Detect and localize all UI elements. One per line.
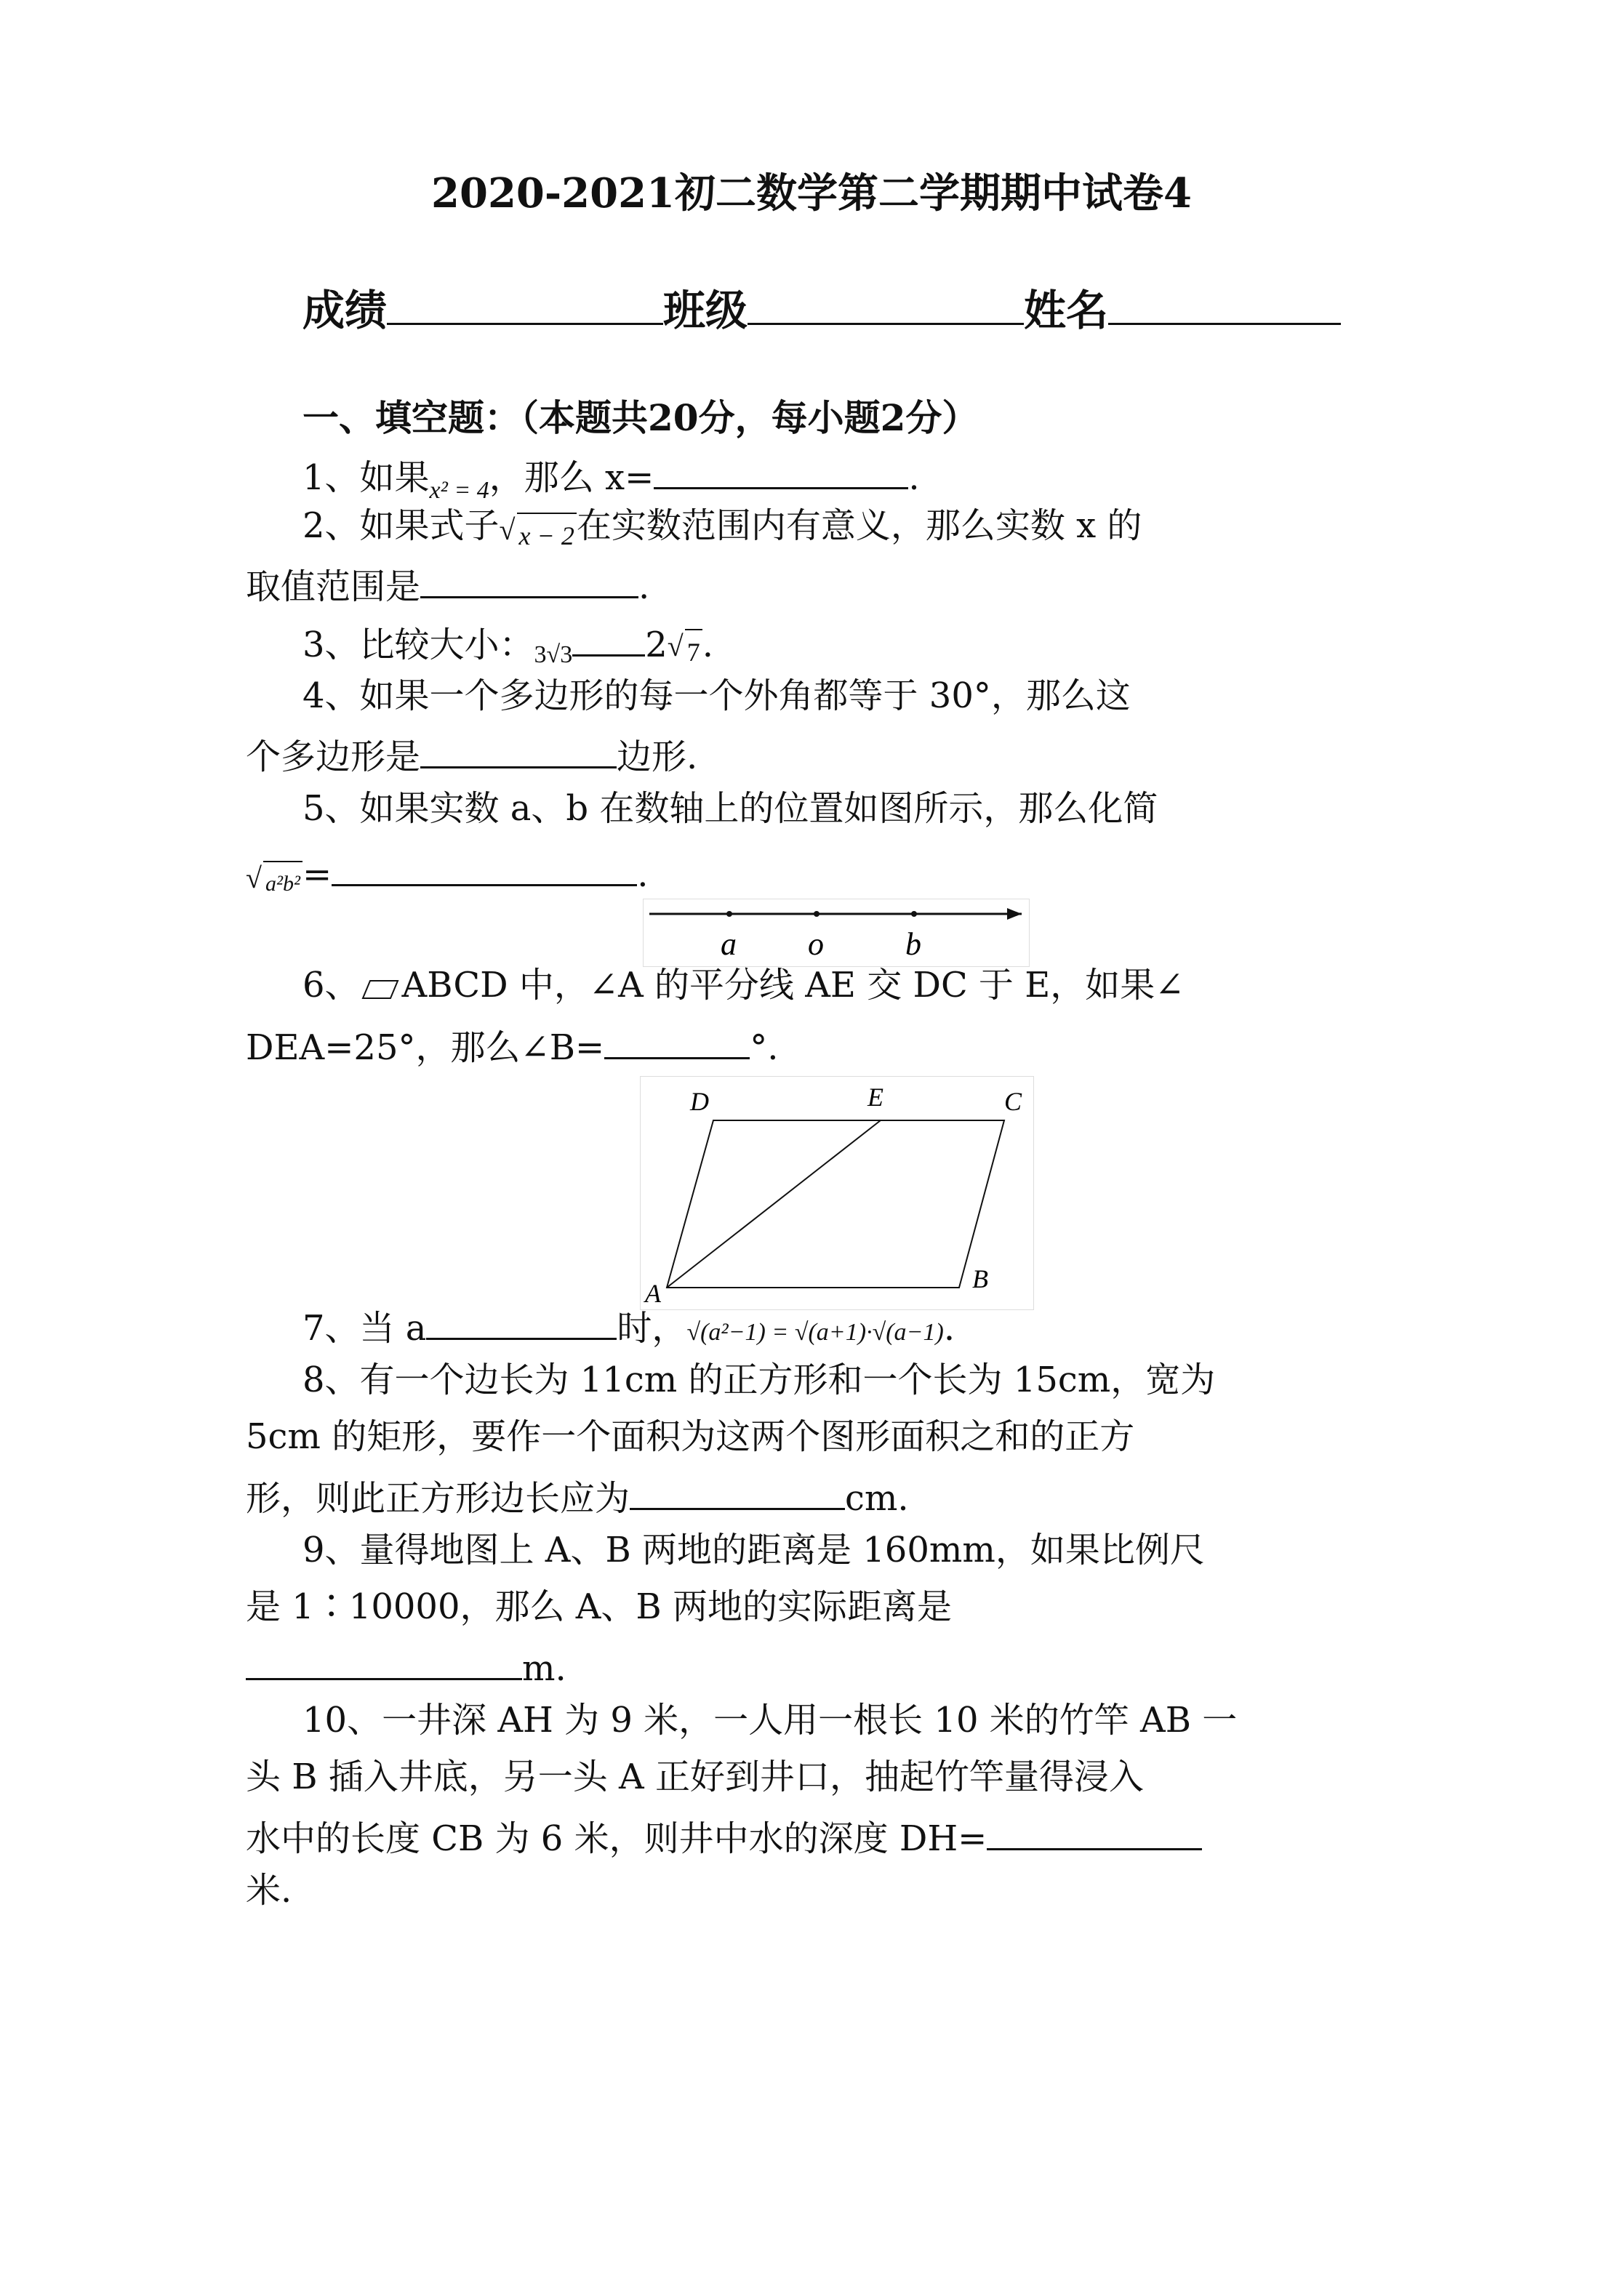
q7-formula: √(a²−1) = √(a+1)·√(a−1) xyxy=(686,1319,944,1346)
q2-text: 2、如果式子 xyxy=(302,505,500,546)
question-5-line2 xyxy=(263,848,648,902)
q1-text-post: ，那么 x= xyxy=(489,457,654,498)
bisector-AE xyxy=(667,1120,881,1288)
class-label: 班级 xyxy=(663,286,748,335)
q7-mid: 时， xyxy=(617,1308,687,1349)
parallelogram-svg xyxy=(641,1077,1033,1309)
q5-answer-blank[interactable] xyxy=(332,848,637,886)
vertex-E: E xyxy=(867,1083,883,1112)
q1-text: 1、如果 xyxy=(302,457,430,498)
point-b xyxy=(911,911,917,917)
q3-text: 3、比较大小： xyxy=(302,625,534,665)
q10-answer-blank[interactable] xyxy=(987,1812,1202,1850)
q4-line2-pre: 个多边形是 xyxy=(246,736,421,777)
q4-line1: 4、如果一个多边形的每一个外角都等于 30°，那么这 xyxy=(302,675,1131,716)
score-label: 成绩 xyxy=(302,286,388,335)
q1-math: x² = 4 xyxy=(429,477,489,504)
q10-line2: 头 B 插入井底，另一头 A 正好到井口，抽起竹竿量得浸入 xyxy=(246,1757,1144,1797)
q7-pre: 7、当 a xyxy=(302,1308,427,1349)
q3-right-radical: √ 7 xyxy=(685,629,702,674)
vertex-A: A xyxy=(645,1279,661,1308)
q8-answer-blank[interactable] xyxy=(630,1472,845,1510)
label-o: o xyxy=(808,926,824,962)
question-10-line2 xyxy=(246,1755,1144,1799)
question-2 xyxy=(302,504,1142,550)
q4-line2-post: 边形. xyxy=(617,736,698,777)
question-7 xyxy=(302,1301,955,1354)
question-6-line2 xyxy=(246,1021,778,1069)
q8-line3-pre: 形，则此正方形边长应为 xyxy=(246,1478,630,1519)
number-line-figure xyxy=(643,899,1030,967)
point-o xyxy=(814,911,819,917)
q3-right-coef: 2 xyxy=(645,625,668,665)
q6-line1: ABCD 中，∠A 的平分线 AE 交 DC 于 E，如果∠ xyxy=(401,965,1185,1005)
q5-radical: √ a²b² xyxy=(263,861,302,906)
q7-answer-blank[interactable] xyxy=(426,1301,617,1340)
question-9 xyxy=(302,1528,1205,1572)
student-info-line xyxy=(302,276,1341,337)
vertex-D: D xyxy=(690,1087,709,1116)
q2-radical: √ x − 2 xyxy=(517,513,577,558)
q10-line4: 米. xyxy=(246,1870,292,1911)
question-10-line3 xyxy=(246,1812,1202,1861)
q2-answer-blank[interactable] xyxy=(420,560,638,598)
q10-line3-pre: 水中的长度 CB 为 6 米，则井中水的深度 DH= xyxy=(246,1818,987,1859)
question-5 xyxy=(302,787,1158,830)
q9-line2: 是 1∶10000，那么 A、B 两地的实际距离是 xyxy=(246,1586,952,1627)
question-8-line3 xyxy=(246,1472,909,1520)
question-8-line2 xyxy=(246,1415,1134,1458)
vertex-C: C xyxy=(1004,1087,1022,1116)
question-3 xyxy=(302,618,713,671)
name-label: 姓名 xyxy=(1024,286,1109,335)
parallelogram-shape xyxy=(667,1120,1004,1288)
q6-line2-post: °. xyxy=(750,1027,779,1068)
q5-line1: 5、如果实数 a、b 在数轴上的位置如图所示，那么化简 xyxy=(302,788,1158,829)
question-8 xyxy=(302,1358,1215,1402)
q6-pre: 6、 xyxy=(302,965,360,1005)
score-blank[interactable] xyxy=(387,286,663,325)
number-line-svg xyxy=(644,899,1029,966)
page-title: 2020-2021初二数学第二学期期中试卷4 xyxy=(431,169,1192,217)
q6-line2-pre: DEA=25°，那么∠B= xyxy=(246,1027,605,1068)
q2-end: . xyxy=(638,566,650,607)
q9-line1: 9、量得地图上 A、B 两地的距离是 160mm，如果比例尺 xyxy=(302,1530,1205,1570)
question-9-line3 xyxy=(246,1642,566,1690)
q2-line2: 取值范围是 xyxy=(246,566,421,607)
q4-answer-blank[interactable] xyxy=(420,730,617,768)
parallelogram-icon xyxy=(360,976,402,1003)
vertex-B: B xyxy=(972,1264,988,1293)
section-heading: 一、填空题：（本题共20分，每小题2分） xyxy=(302,396,979,439)
q7-end: . xyxy=(943,1308,955,1349)
class-blank[interactable] xyxy=(748,286,1024,325)
q8-line3-post: cm. xyxy=(845,1478,909,1519)
question-1 xyxy=(302,451,920,504)
q1-end: . xyxy=(908,457,920,498)
q8-line2: 5cm 的矩形，要作一个面积为这两个图形面积之和的正方 xyxy=(246,1416,1135,1457)
q6-answer-blank[interactable] xyxy=(604,1021,750,1059)
question-6 xyxy=(302,963,1184,1007)
q3-left-expr: 3√3 xyxy=(534,641,573,668)
q3-answer-blank[interactable] xyxy=(572,618,645,657)
question-10-line4 xyxy=(246,1868,292,1912)
label-b: b xyxy=(905,926,921,962)
point-a xyxy=(726,911,732,917)
q8-line1: 8、有一个边长为 11cm 的正方形和一个长为 15cm，宽为 xyxy=(302,1360,1216,1400)
q1-answer-blank[interactable] xyxy=(654,451,908,489)
arrow-icon xyxy=(1007,908,1022,920)
question-10 xyxy=(302,1698,1237,1742)
q10-line1: 10、一井深 AH 为 9 米，一人用一根长 10 米的竹竿 AB 一 xyxy=(302,1700,1238,1741)
q9-line3-post: m. xyxy=(522,1648,566,1689)
question-2-line2 xyxy=(246,560,649,609)
q5-end: . xyxy=(637,854,649,895)
question-4 xyxy=(302,674,1131,718)
question-4-line2 xyxy=(246,730,697,779)
q5-eq: = xyxy=(302,854,332,895)
q9-answer-blank[interactable] xyxy=(246,1642,522,1680)
name-blank[interactable] xyxy=(1108,286,1341,325)
parallelogram-figure xyxy=(640,1076,1034,1310)
q2-text-post: 在实数范围内有意义，那么实数 x 的 xyxy=(576,505,1142,546)
label-a: a xyxy=(721,926,737,962)
q3-end: . xyxy=(702,625,714,665)
question-9-line2 xyxy=(246,1585,952,1629)
